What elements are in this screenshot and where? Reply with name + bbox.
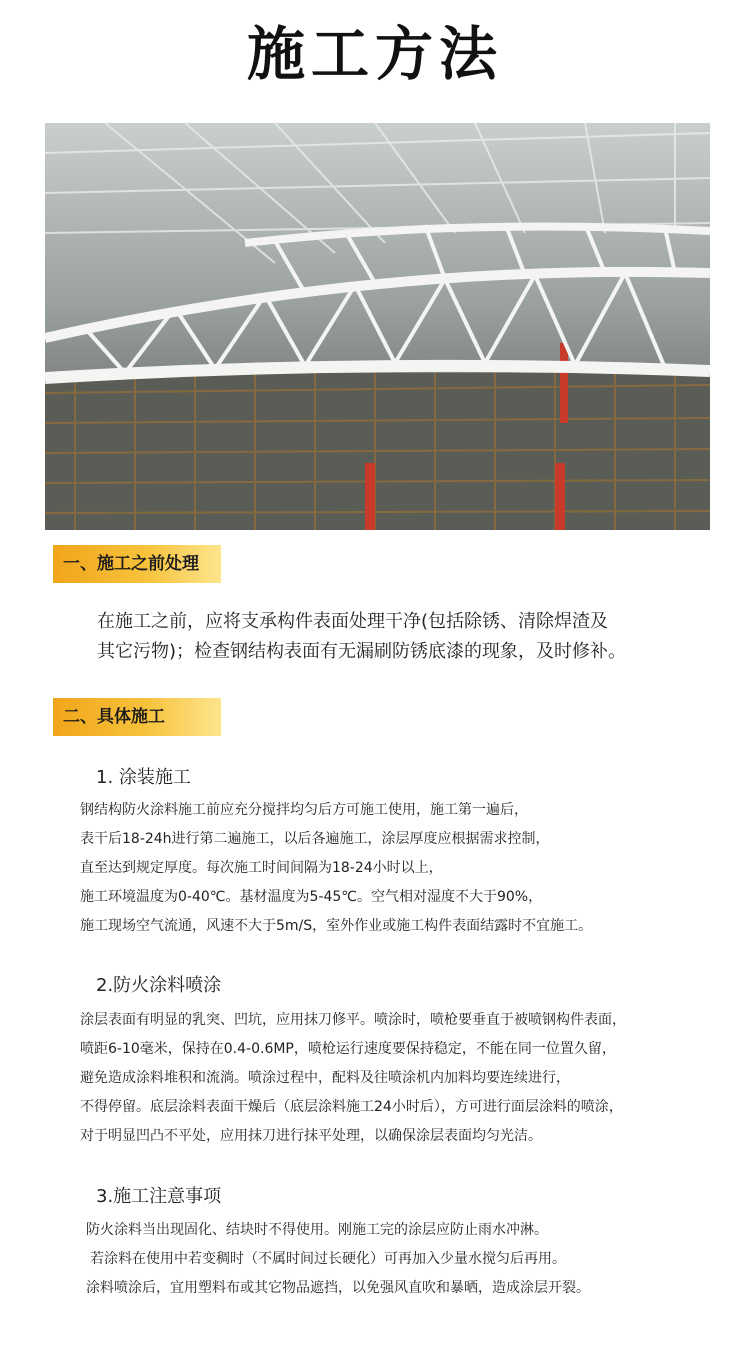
paragraph-line: 施工现场空气流通，风速不大于5m/S，室外作业或施工构件表面结露时不宜施工。 (80, 918, 593, 934)
subheading-coating: 1. 涂装施工 (96, 767, 191, 788)
paragraph-line: 涂料喷涂后，宜用塑料布或其它物品遮挡，以免强风直吹和暴晒，造成涂层开裂。 (86, 1280, 590, 1296)
paragraph-line: 施工环境温度为0-40℃。基材温度为5-45℃。空气相对湿度不大于90%， (80, 889, 543, 905)
paragraph-line: 涂层表面有明显的乳突、凹坑，应用抹刀修平。喷涂时，喷枪要垂直于被喷钢构件表面， (80, 1012, 626, 1028)
paragraph-line: 喷距6-10毫米，保持在0.4-0.6MP，喷枪运行速度要保持稳定，不能在同一位置久留， (80, 1041, 616, 1057)
notes-text (86, 1216, 590, 1303)
page-title: 施工方法 (246, 20, 503, 88)
paragraph-line: 防火涂料当出现固化、结块时不得使用。刚施工完的涂层应防止雨水冲淋。 (86, 1222, 548, 1238)
spraying-text (80, 1006, 626, 1151)
steel-truss-construction-photo (45, 123, 710, 530)
paragraph-line: 若涂料在使用中若变稠时（不属时间过长硬化）可再加入少量水搅匀后再用。 (90, 1251, 566, 1267)
preparation-text (97, 607, 707, 667)
paragraph-line: 避免造成涂料堆积和流淌。喷涂过程中，配料及往喷涂机内加料均要连续进行， (80, 1070, 570, 1086)
paragraph-line: 不得停留。底层涂料表面干燥后（底层涂料施工24小时后），方可进行面层涂料的喷涂， (80, 1099, 623, 1115)
truss-illustration (45, 123, 710, 530)
paragraph-line: 其它污物)；检查钢结构表面有无漏刷防锈底漆的现象，及时修补。 (97, 641, 627, 662)
section-heading-preparation: 一、施工之前处理 (53, 545, 221, 583)
paragraph-line: 对于明显凹凸不平处，应用抹刀进行抹平处理，以确保涂层表面均匀光洁。 (80, 1128, 542, 1144)
paragraph-line: 在施工之前，应将支承构件表面处理干净(包括除锈、清除焊渣及 (97, 611, 609, 632)
coating-text (80, 796, 592, 941)
paragraph-line: 表干后18-24h进行第二遍施工，以后各遍施工，涂层厚度应根据需求控制， (80, 831, 550, 847)
paragraph-line: 直至达到规定厚度。每次施工时间间隔为18-24小时以上， (80, 860, 443, 876)
paragraph-line: 钢结构防火涂料施工前应充分搅拌均匀后方可施工使用，施工第一遍后， (80, 802, 528, 818)
section-heading-construction: 二、具体施工 (53, 698, 221, 736)
subheading-spraying: 2.防火涂料喷涂 (96, 975, 222, 996)
subheading-notes: 3.施工注意事项 (96, 1186, 222, 1207)
